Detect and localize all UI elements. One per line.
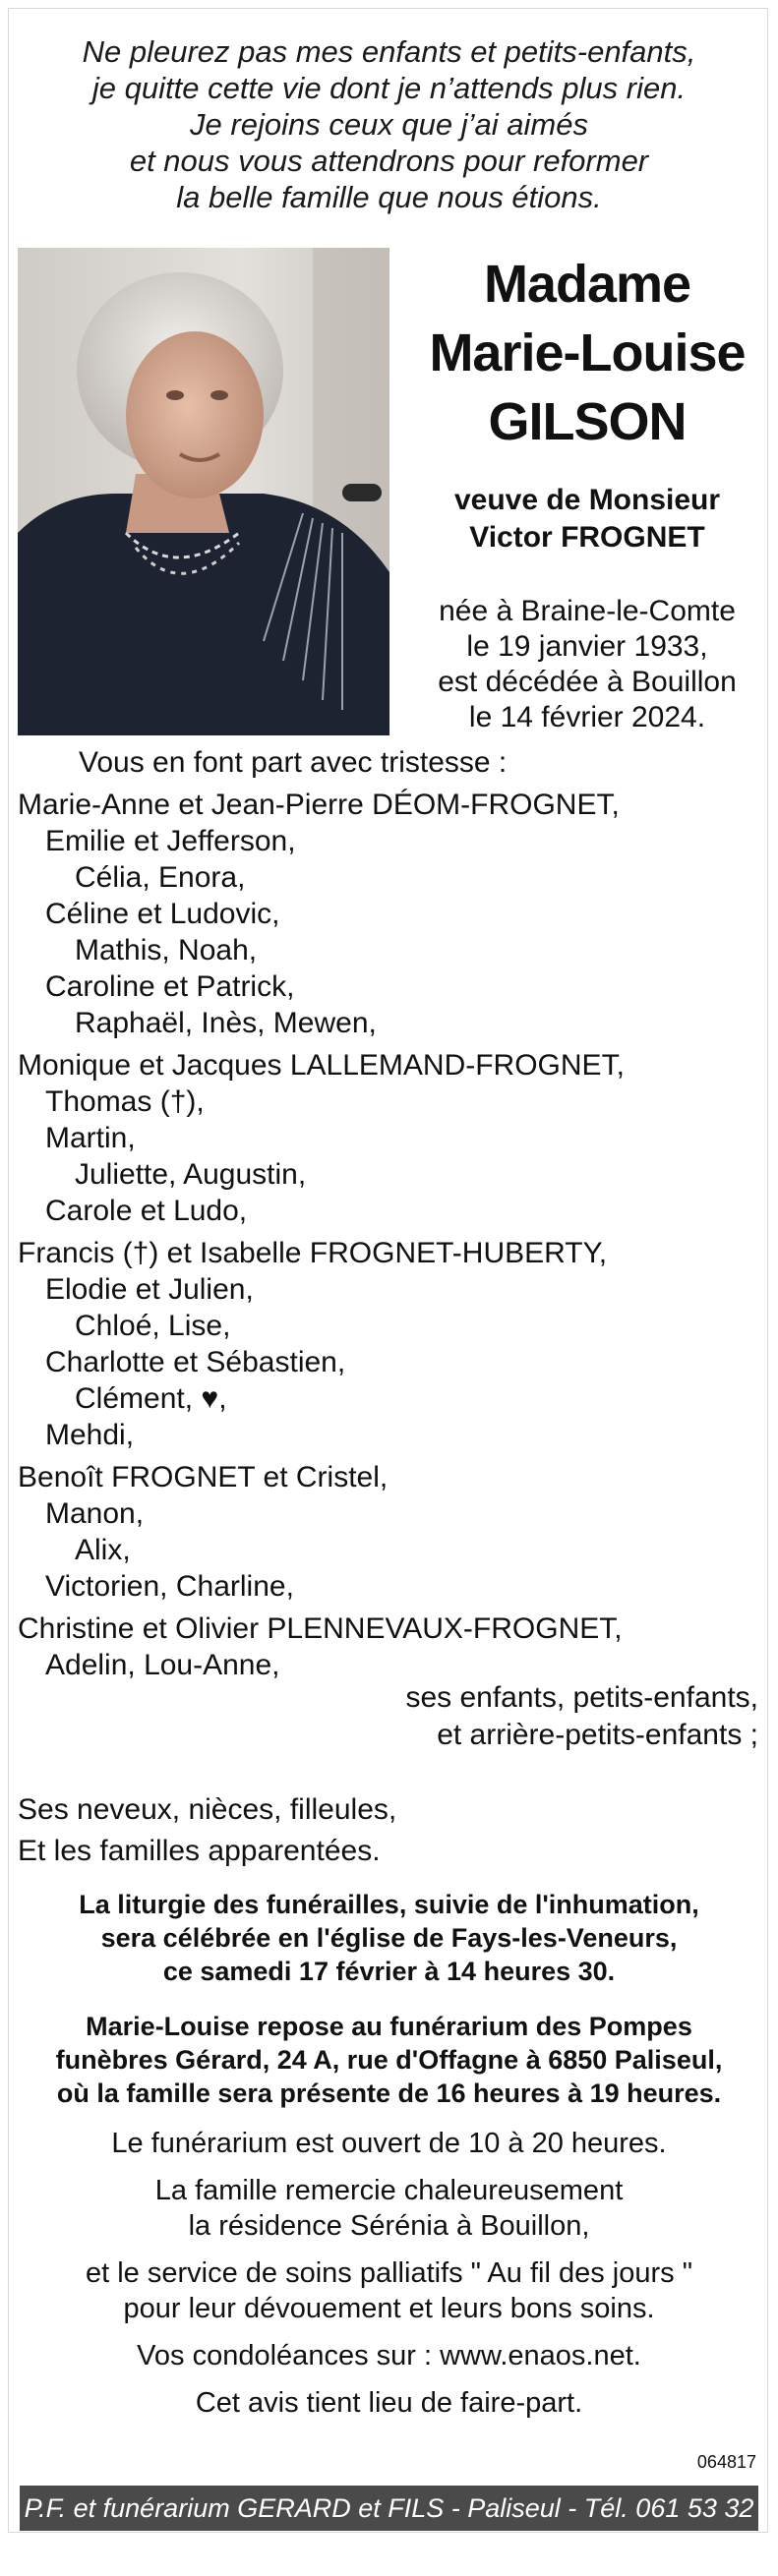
thanks-line: la résidence Sérénia à Bouillon, xyxy=(188,2210,590,2242)
family-member: Céline et Ludovic, xyxy=(45,898,280,930)
family-member: Thomas (†), xyxy=(45,1085,205,1118)
family-member: Victorien, Charline, xyxy=(45,1570,294,1603)
family-member: Raphaël, Inès, Mewen, xyxy=(75,1007,377,1039)
death-date: le 14 février 2024. xyxy=(468,701,706,733)
poem-line: Je rejoins ceux que j’ai aimés xyxy=(190,107,588,142)
funeral-line: ce samedi 17 février à 14 heures 30. xyxy=(162,1957,616,1986)
signature-line: et arrière-petits-enfants ; xyxy=(437,1719,758,1751)
family-member: Monique et Jacques LALLEMAND-FROGNET, xyxy=(18,1049,625,1082)
poem xyxy=(0,33,778,215)
signature-line: ses enfants, petits-enfants, xyxy=(405,1681,758,1714)
reference-number: 064817 xyxy=(696,2452,756,2472)
poem-line: Ne pleurez pas mes enfants et petits-enfants, xyxy=(82,34,696,69)
family-member: Alix, xyxy=(75,1534,131,1566)
title-last-name: GILSON xyxy=(488,392,687,451)
funeral-home-footer: P.F. et funérarium GERARD et FILS - Paliseul - Tél. 061 53 32 84 xyxy=(20,2486,758,2531)
extended-family-line: Et les familles apparentées. xyxy=(18,1835,381,1867)
family-member: Carole et Ludo, xyxy=(45,1195,248,1227)
funerarium-line: Marie-Louise repose au funérarium des Pompes xyxy=(86,2012,692,2041)
condolences-link: Vos condoléances sur : www.enaos.net. xyxy=(137,2340,641,2371)
spouse-name: Victor FROGNET xyxy=(469,521,705,554)
poem-line: je quitte cette vie dont je n’attends plus rien. xyxy=(91,71,687,105)
birth-date: le 19 janvier 1933, xyxy=(466,630,708,663)
funerarium-line: funèbres Gérard, 24 A, rue d'Offagne à 6850 Paliseul, xyxy=(55,2045,723,2075)
family-list xyxy=(18,787,765,1683)
family-member: Mathis, Noah, xyxy=(75,934,258,966)
family-member: Clément, ♥, xyxy=(75,1382,227,1415)
family-member: Chloé, Lise, xyxy=(75,1310,231,1342)
thanks-text xyxy=(20,2173,758,2244)
family-member: Elodie et Julien, xyxy=(45,1273,254,1306)
thanks-line: et le service de soins palliatifs " Au fil des jours " xyxy=(86,2257,692,2289)
funerarium-info xyxy=(20,2010,758,2110)
family-member: Mehdi, xyxy=(45,1419,135,1451)
birth-line: née à Braine-le-Comte xyxy=(439,595,736,627)
extended-family-line: Ses neveux, nièces, filleules, xyxy=(18,1793,397,1826)
death-line: est décédée à Bouillon xyxy=(438,666,737,698)
opening-hours: Le funérarium est ouvert de 10 à 20 heures. xyxy=(111,2128,667,2159)
family-member: Caroline et Patrick, xyxy=(45,970,295,1003)
poem-line: et nous vous attendrons pour reformer xyxy=(129,144,649,178)
spouse-line: veuve de Monsieur xyxy=(453,484,721,516)
birth-death-info xyxy=(408,594,766,735)
family-member: Adelin, Lou-Anne, xyxy=(45,1649,280,1681)
spouse-info xyxy=(408,482,766,556)
family-member: Juliette, Augustin, xyxy=(75,1158,307,1191)
thanks-line: La famille remercie chaleureusement xyxy=(154,2175,624,2206)
funerarium-line: où la famille sera présente de 16 heures à 19 heures. xyxy=(56,2078,722,2108)
poem-line: la belle famille que nous étions. xyxy=(176,180,602,214)
notice-text: Cet avis tient lieu de faire-part. xyxy=(195,2387,583,2419)
family-member: Charlotte et Sébastien, xyxy=(45,1346,346,1378)
deceased-name xyxy=(408,250,766,456)
funeral-line: La liturgie des funérailles, suivie de l'inhumation, xyxy=(79,1890,699,1919)
title-first-name: Marie-Louise xyxy=(429,323,746,382)
family-member: Manon, xyxy=(45,1497,145,1530)
family-signature xyxy=(405,1679,758,1754)
thanks-line: pour leur dévouement et leurs bons soins. xyxy=(123,2293,655,2324)
title-honorific: Madame xyxy=(483,255,691,314)
family-member: Francis (†) et Isabelle FROGNET-HUBERTY, xyxy=(18,1237,608,1269)
palliative-thanks xyxy=(20,2255,758,2326)
intro-text: Vous en font part avec tristesse : xyxy=(79,746,508,779)
family-member: Marie-Anne et Jean-Pierre DÉOM-FROGNET, xyxy=(18,789,620,821)
family-member: Benoît FROGNET et Cristel, xyxy=(18,1461,389,1493)
funeral-line: sera célébrée en l'église de Fays-les-Veneurs, xyxy=(100,1923,678,1953)
family-member: Martin, xyxy=(45,1122,136,1154)
funeral-service-info xyxy=(20,1888,758,1988)
family-member: Célia, Enora, xyxy=(75,861,246,894)
family-member: Emilie et Jefferson, xyxy=(45,825,296,857)
extended-family xyxy=(18,1789,396,1872)
family-member: Christine et Olivier PLENNEVAUX-FROGNET, xyxy=(18,1612,623,1645)
portrait-photo xyxy=(18,248,389,735)
